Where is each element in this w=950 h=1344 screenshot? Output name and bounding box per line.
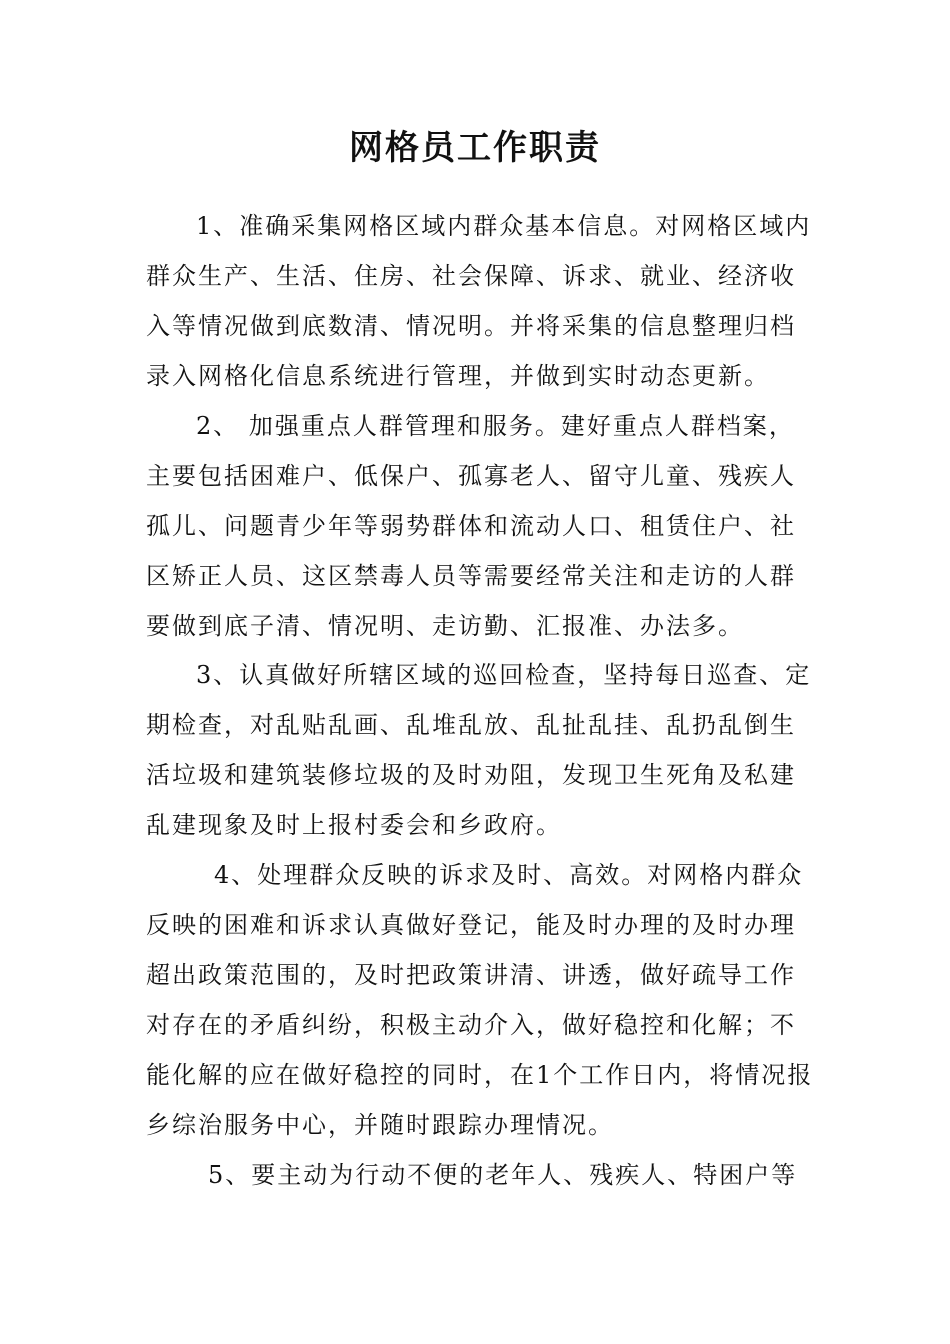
paragraph-4-line-5: 能化解的应在做好稳控的同时，在1个工作日内，将情况报 bbox=[146, 1061, 814, 1089]
paragraph-1-line-1: 1、准确采集网格区域内群众基本信息。对网格区域内 bbox=[196, 212, 812, 240]
paragraph-4-line-4: 对存在的矛盾纠纷，积极主动介入，做好稳控和化解；不 bbox=[146, 1011, 796, 1039]
paragraph-1-line-3: 入等情况做到底数清、情况明。并将采集的信息整理归档 bbox=[146, 312, 796, 340]
paragraph-3-line-4: 乱建现象及时上报村委会和乡政府。 bbox=[146, 811, 562, 839]
paragraph-3-line-1: 3、认真做好所辖区域的巡回检查，坚持每日巡查、定 bbox=[196, 661, 812, 689]
paragraph-3-line-3: 活垃圾和建筑装修垃圾的及时劝阻，发现卫生死角及私建 bbox=[146, 761, 796, 789]
paragraph-2-line-1: 2、 加强重点人群管理和服务。建好重点人群档案， bbox=[196, 412, 795, 440]
paragraph-4-line-1: 4、处理群众反映的诉求及时、高效。对网格内群众 bbox=[214, 861, 804, 889]
paragraph-2-line-3: 孤儿、问题青少年等弱势群体和流动人口、租赁住户、社 bbox=[146, 512, 796, 540]
paragraph-4-line-6: 乡综治服务中心，并随时跟踪办理情况。 bbox=[146, 1111, 614, 1139]
paragraph-5-line-1: 5、要主动为行动不便的老年人、残疾人、特困户等 bbox=[208, 1161, 798, 1189]
paragraph-4-line-3: 超出政策范围的，及时把政策讲清、讲透，做好疏导工作 bbox=[146, 961, 796, 989]
paragraph-3-line-2: 期检查，对乱贴乱画、乱堆乱放、乱扯乱挂、乱扔乱倒生 bbox=[146, 711, 796, 739]
paragraph-4-line-2: 反映的困难和诉求认真做好登记，能及时办理的及时办理 bbox=[146, 911, 796, 939]
paragraph-1-line-2: 群众生产、生活、住房、社会保障、诉求、就业、经济收 bbox=[146, 262, 796, 290]
paragraph-2-line-5: 要做到底子清、情况明、走访勤、汇报准、办法多。 bbox=[146, 612, 744, 640]
document-title: 网格员工作职责 bbox=[349, 128, 601, 168]
paragraph-2-line-4: 区矫正人员、这区禁毒人员等需要经常关注和走访的人群 bbox=[146, 562, 796, 590]
paragraph-2-line-2: 主要包括困难户、低保户、孤寡老人、留守儿童、残疾人 bbox=[146, 462, 796, 490]
paragraph-1-line-4: 录入网格化信息系统进行管理，并做到实时动态更新。 bbox=[146, 362, 770, 390]
